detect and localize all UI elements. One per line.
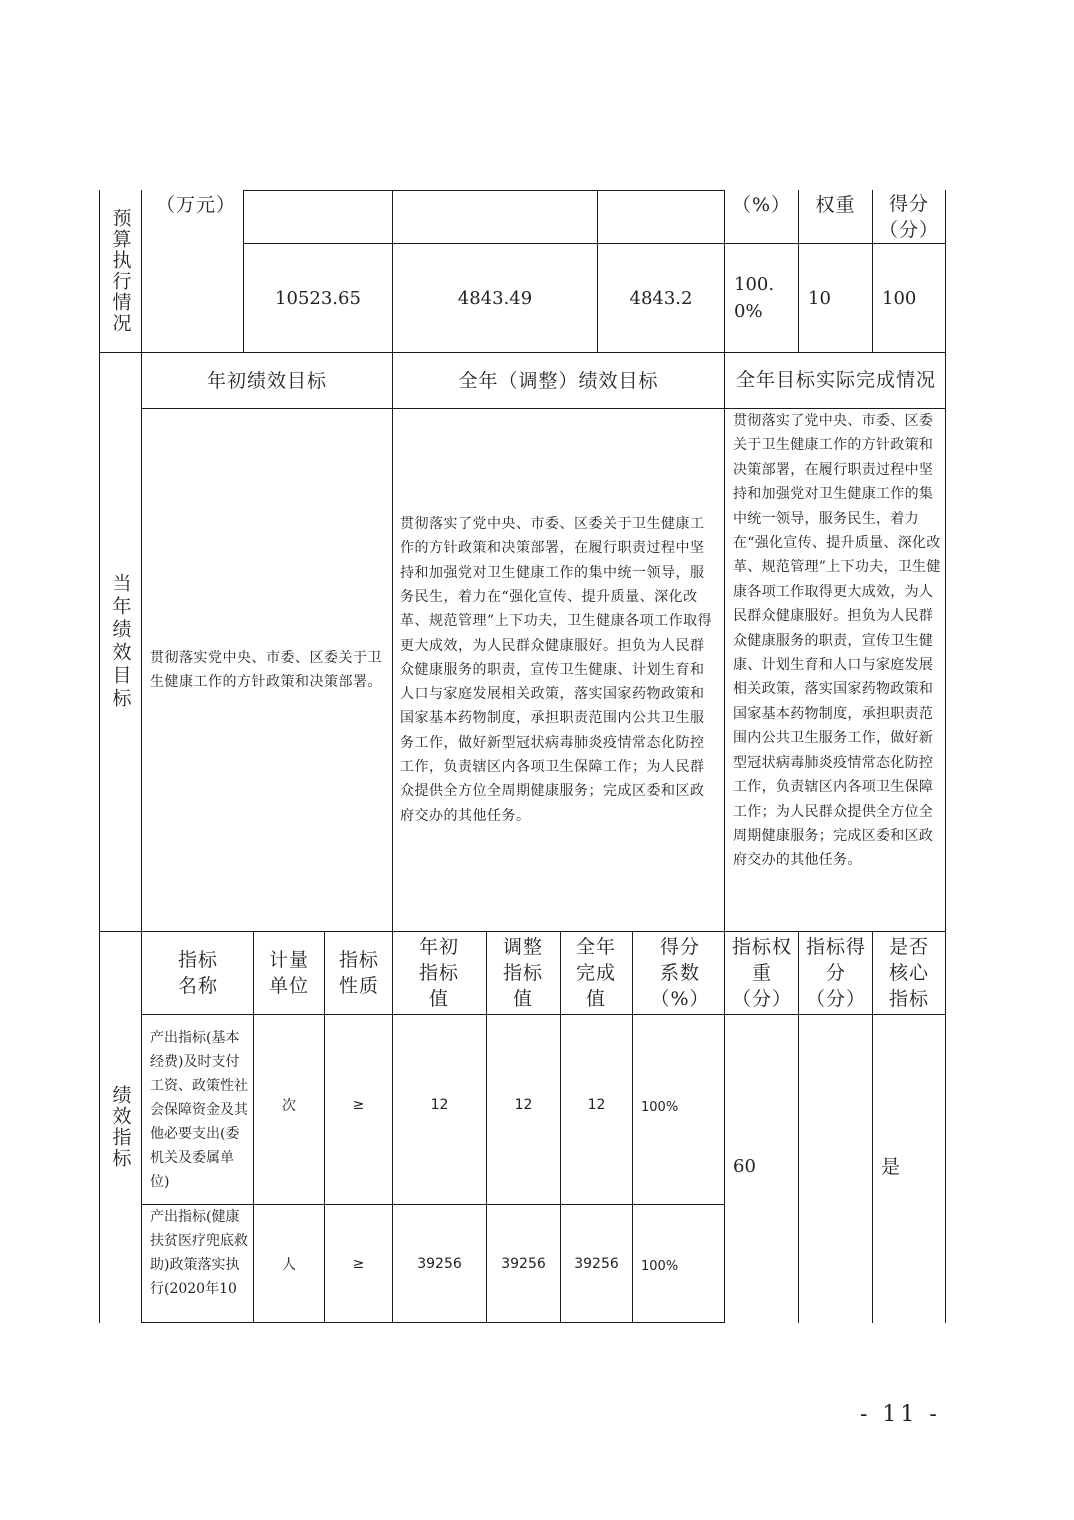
indicator-unit: 次	[282, 1097, 296, 1114]
budget-section-text: 预算执行情况	[109, 208, 132, 334]
budget-score: 100	[882, 287, 917, 309]
indicator-adjusted-value: 39256	[501, 1255, 546, 1272]
budget-weight: 10	[808, 287, 831, 309]
indicator-score-coef: 100%	[641, 1259, 679, 1274]
actual-goal-text	[733, 409, 943, 931]
initial-goal-header: 年初绩效目标	[206, 369, 327, 392]
indicator-col-line	[724, 931, 725, 1323]
adjusted-goal-text	[400, 409, 718, 931]
initial-goal-paragraph: 贯彻落实党中央、市委、区委关于卫生健康工作的方针政策和决策部署。	[150, 649, 382, 690]
indicators-section-label	[100, 932, 141, 1322]
indicator-name: 产出指标(健康扶贫医疗兜底救助)政策落实执行(2020年10	[150, 1209, 248, 1297]
indicator-bottom-line	[141, 1322, 725, 1323]
table-border-right	[945, 190, 946, 1323]
indicator-col-line	[872, 931, 873, 1323]
budget-unit-label: （万元）	[156, 194, 237, 216]
indicator-initial-value: 39256	[417, 1255, 462, 1272]
indicator-nature: ≥	[352, 1255, 365, 1272]
goals-col-line	[724, 352, 725, 931]
budget-weight-label: 权重	[815, 194, 856, 216]
initial-goal-text	[150, 409, 386, 931]
indicator-col-line	[798, 931, 799, 1323]
budget-score-label: 得分（分）	[879, 192, 940, 241]
header-core: 是否核心指标	[888, 936, 929, 1010]
indicator-nature: ≥	[352, 1096, 365, 1113]
indicator-score-coef: 100%	[641, 1100, 679, 1115]
budget-value-1: 10523.65	[275, 287, 361, 309]
budget-exec-rate: 100.0%	[734, 274, 775, 322]
header-weight: 指标权重（分）	[732, 936, 793, 1010]
indicator-actual-value: 39256	[574, 1255, 619, 1272]
goals-section-label	[100, 353, 141, 931]
header-adjusted-value: 调整指标值	[502, 936, 543, 1010]
adjusted-goal-header: 全年（调整）绩效目标	[458, 369, 659, 392]
goals-section-text: 当年绩效目标	[109, 573, 132, 711]
indicator-core-value: 是	[881, 1155, 902, 1178]
indicator-actual-value: 12	[587, 1096, 606, 1113]
header-unit: 计量单位	[268, 949, 309, 997]
header-indicator-name: 指标名称	[177, 949, 218, 997]
indicator-initial-value: 12	[430, 1096, 449, 1113]
budget-col-line	[872, 190, 873, 352]
header-score: 指标得分（分）	[806, 936, 867, 1010]
budget-section-label	[100, 190, 141, 352]
indicators-section-text: 绩效指标	[109, 1085, 132, 1169]
header-nature: 指标性质	[338, 949, 379, 997]
actual-goal-header: 全年目标实际完成情况	[735, 369, 936, 391]
budget-top-line	[243, 190, 724, 191]
budget-value-3: 4843.2	[629, 287, 693, 309]
indicator-name: 产出指标(基本经费)及时支付工资、政策性社会保障资金及其他必要支出(委机关及委属单位)	[150, 1029, 248, 1190]
indicator-adjusted-value: 12	[514, 1096, 533, 1113]
goals-col-line	[392, 352, 393, 931]
adjusted-goal-paragraph: 贯彻落实了党中央、市委、区委关于卫生健康工作的方针政策和决策部署，在履行职责过程中坚持和加强党对卫生健康工作的集中统一领导，服务民生，着力在“强化宣传、提升质量、深化改革、规范管理”上下功夫，卫生健康各项工作取得更大成效，为人民群众健康服好。担负为人民群众健康服务的职责，宣传卫生健康、计划生育和人口与家庭发展相关政策，落实国家药物政策和国家基本药物制度，承担职责范围内公共卫生服务工作，做好新型冠状病毒肺炎疫情常态化防控工作，负责辖区内各项卫生保障工作；为人民群众提供全方位全周期健康服务；完成区委和区政府交办的其他任务。	[400, 516, 713, 824]
budget-pct-label: （%）	[731, 194, 792, 216]
header-actual-value: 全年完成值	[575, 936, 616, 1010]
table-row	[150, 1205, 250, 1322]
indicator-col-line	[632, 931, 633, 1323]
page-number: - 11 -	[860, 1402, 941, 1427]
table-row	[150, 1015, 250, 1204]
header-score-coef: 得分系数（%）	[650, 936, 710, 1010]
actual-goal-paragraph: 贯彻落实了党中央、市委、区委关于卫生健康工作的方针政策和决策部署，在履行职责过程中坚持和加强党对卫生健康工作的集中统一领导，服务民生，着力在“强化宣传、提升质量、深化改革、规范管理”上下功夫，卫生健康各项工作取得更大成效，为人民群众健康服好。担负为人民群众健康服务的职责，宣传卫生健康、计划生育和人口与家庭发展相关政策，落实国家药物政策和国家基本药物制度，承担职责范围内公共卫生服务工作，做好新型冠状病毒肺炎疫情常态化防控工作，负责辖区内各项卫生保障工作；为人民群众提供全方位全周期健康服务；完成区委和区政府交办的其他任务。	[733, 413, 941, 869]
header-initial-value: 年初指标值	[418, 936, 459, 1010]
indicator-weight-value: 60	[733, 1156, 756, 1177]
indicator-unit: 人	[282, 1256, 296, 1273]
budget-value-2: 4843.49	[457, 287, 533, 309]
